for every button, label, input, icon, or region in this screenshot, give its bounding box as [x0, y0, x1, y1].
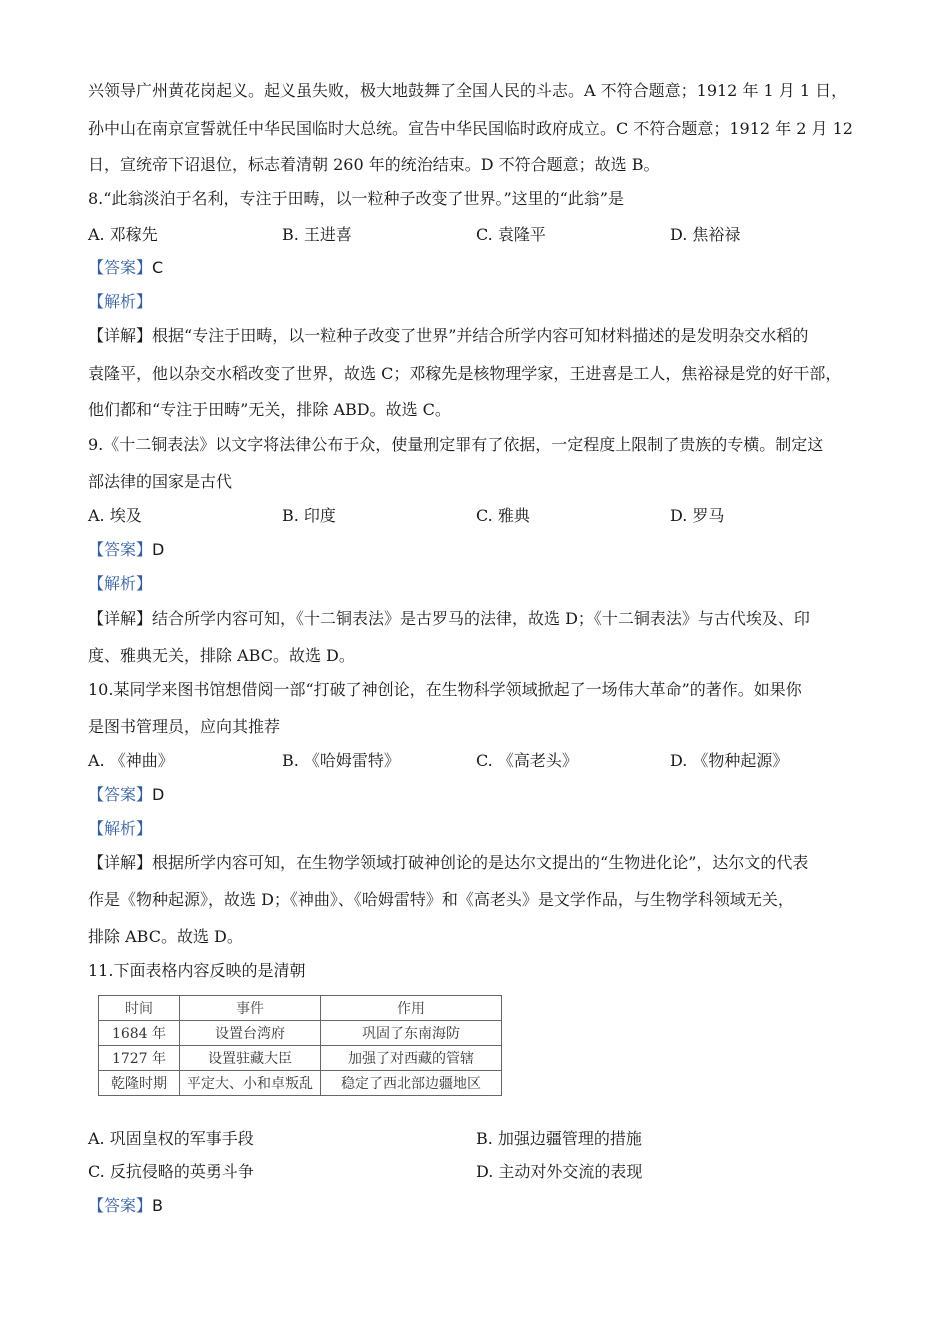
table-header: 作用	[321, 996, 502, 1021]
answer-tag: 【答案】	[88, 540, 153, 559]
analysis-tag: 【解析】	[88, 574, 153, 593]
option-c: C. 《高老头》	[476, 751, 578, 770]
detail-text: 根据“专注于田畴，以一粒种子改变了世界”并结合所学内容可知材料描述的是发明杂交水稻的	[152, 326, 809, 345]
text-line: 兴领导广州黄花岗起义。起义虽失败，极大地鼓舞了全国人民的斗志。A 不符合题意；1912 年 1 月 1 日，	[88, 81, 848, 100]
table-cell: 平定大、小和卓叛乱	[180, 1071, 321, 1096]
detail-line: 袁隆平，他以杂交水稻改变了世界，故选 C；邓稼先是核物理学家，王进喜是工人，焦裕禄是党的好干部，	[88, 364, 842, 383]
option-b: B. 印度	[282, 506, 336, 525]
option-d: D. 罗马	[670, 506, 725, 525]
answer-tag: 【答案】	[88, 785, 153, 804]
question-11-stem: 11.下面表格内容反映的是清朝	[88, 961, 306, 980]
option-a: A. 埃及	[88, 506, 142, 525]
option-d: D. 焦裕禄	[670, 225, 741, 244]
table-cell: 乾隆时期	[99, 1071, 180, 1096]
answer-tag: 【答案】	[88, 1196, 153, 1215]
detail-line: 度、雅典无关，排除 ABC。故选 D。	[88, 646, 355, 665]
option-a: A. 巩固皇权的军事手段	[88, 1129, 254, 1148]
option-b: B. 王进喜	[282, 225, 352, 244]
detail-tag: 【详解】	[88, 853, 153, 872]
detail-tag: 【详解】	[88, 609, 153, 628]
detail-line: 作是《物种起源》，故选 D；《神曲》、《哈姆雷特》和《高老头》是文学作品，与生物学科领域无关，	[88, 890, 794, 909]
table-row	[99, 1046, 502, 1071]
table-cell: 巩固了东南海防	[321, 1021, 502, 1046]
detail-tag: 【详解】	[88, 326, 153, 345]
table-cell: 设置驻藏大臣	[180, 1046, 321, 1071]
answer-value: B	[152, 1196, 163, 1215]
answer-line	[88, 540, 164, 560]
detail-text: 根据所学内容可知，在生物学领域打破神创论的是达尔文提出的“生物进化论”，达尔文的代表	[152, 853, 809, 872]
detail-line	[88, 853, 808, 873]
table-cell: 加强了对西藏的管辖	[321, 1046, 502, 1071]
events-table	[98, 995, 502, 1096]
table-cell: 稳定了西北部边疆地区	[321, 1071, 502, 1096]
table-cell: 设置台湾府	[180, 1021, 321, 1046]
text-line: 日，宣统帝下诏退位，标志着清朝 260 年的统治结束。D 不符合题意；故选 B。	[88, 155, 660, 174]
answer-value: C	[152, 258, 164, 277]
answer-tag: 【答案】	[88, 258, 153, 277]
option-b: B. 加强边疆管理的措施	[476, 1129, 642, 1148]
detail-line	[88, 326, 808, 346]
table-cell: 1727 年	[99, 1046, 180, 1071]
analysis-tag: 【解析】	[88, 819, 153, 838]
option-c: C. 袁隆平	[476, 225, 546, 244]
answer-line	[88, 785, 164, 805]
option-c: C. 反抗侵略的英勇斗争	[88, 1162, 254, 1181]
question-8-stem: 8.“此翁淡泊于名利，专注于田畴，以一粒种子改变了世界。”这里的“此翁”是	[88, 189, 624, 208]
table-row	[99, 1071, 502, 1096]
table-cell: 1684 年	[99, 1021, 180, 1046]
analysis-tag: 【解析】	[88, 292, 153, 311]
answer-line	[88, 1196, 163, 1216]
question-10-stem: 是图书管理员，应向其推荐	[88, 717, 281, 736]
option-d: D. 主动对外交流的表现	[476, 1162, 643, 1181]
option-a: A. 《神曲》	[88, 751, 174, 770]
answer-value: D	[152, 540, 165, 559]
option-d: D. 《物种起源》	[670, 751, 789, 770]
question-9-stem: 9.《十二铜表法》以文字将法律公布于众，使量刑定罪有了依据，一定程度上限制了贵族的专横。制定这	[88, 435, 824, 454]
question-9-stem: 部法律的国家是古代	[88, 472, 233, 491]
question-10-stem: 10.某同学来图书馆想借阅一部“打破了神创论，在生物科学领域掀起了一场伟大革命”的著作。如果你	[88, 680, 802, 699]
detail-text: 结合所学内容可知，《十二铜表法》是古罗马的法律，故选 D；《十二铜表法》与古代埃及、印	[152, 609, 810, 628]
table-row	[99, 1021, 502, 1046]
table-header: 时间	[99, 996, 180, 1021]
answer-value: D	[152, 785, 165, 804]
detail-line	[88, 609, 810, 629]
option-a: A. 邓稼先	[88, 225, 158, 244]
text-line: 孙中山在南京宣誓就任中华民国临时大总统。宣告中华民国临时政府成立。C 不符合题意；1912 年 2 月 12	[88, 119, 853, 138]
detail-line: 他们都和“专注于田畴”无关，排除 ABD。故选 C。	[88, 400, 451, 419]
detail-line: 排除 ABC。故选 D。	[88, 927, 243, 946]
answer-line	[88, 258, 163, 278]
table-header-row	[99, 996, 502, 1021]
option-b: B. 《哈姆雷特》	[282, 751, 400, 770]
option-c: C. 雅典	[476, 506, 530, 525]
table-header: 事件	[180, 996, 321, 1021]
